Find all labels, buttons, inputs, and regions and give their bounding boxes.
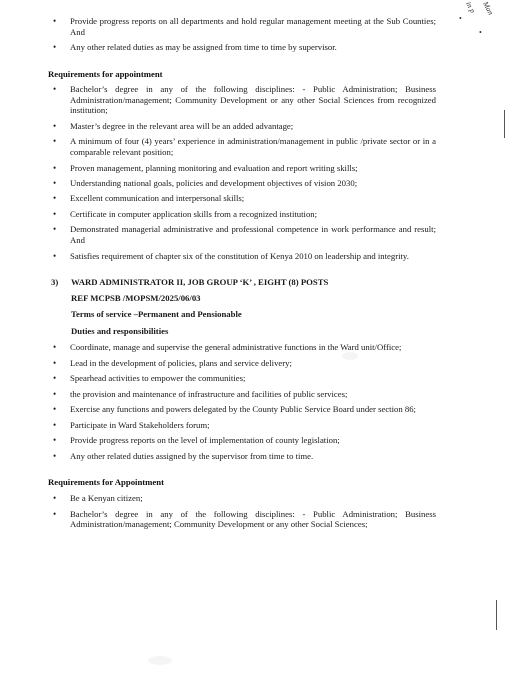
list-item: • the provision and maintenance of infrastructure and facilities of public services; [48, 389, 436, 400]
stamp-bullet-icon: • [459, 14, 462, 23]
edge-scan-mark [496, 600, 497, 630]
list-item: • Lead in the development of policies, plans and service delivery; [48, 358, 436, 369]
list-item: • Bachelor’s degree in any of the following disciplines: - Public Administration; Business Administration/management; Community Development or any other Social Sciences from recognized institution; [48, 84, 436, 116]
list-item: • Master’s degree in the relevant area will be an added advantage; [48, 121, 436, 132]
list-item: • Any other related duties assigned by the supervisor from time to time. [48, 451, 436, 462]
list-item: • Participate in Ward Stakeholders forum; [48, 420, 436, 431]
requirements-list [48, 493, 436, 530]
list-item: • Coordinate, manage and supervise the general administrative functions in the Ward unit/Office; [48, 342, 436, 353]
list-item: • Exercise any functions and powers delegated by the County Public Service Board under section 86; [48, 404, 436, 415]
page-edge-stamp [455, 0, 517, 46]
scan-smudge [148, 656, 172, 665]
list-item: • Any other related duties as may be assigned from time to time by supervisor. [48, 42, 436, 53]
job-reference: REF MCPSB /MOPSM/2025/06/03 [71, 292, 201, 303]
list-item: • Provide progress reports on all departments and hold regular management meeting at the Sub Counties; And [48, 16, 436, 37]
list-item: • Excellent communication and interpersonal skills; [48, 193, 436, 204]
list-item: • Certificate in computer application skills from a recognized institution; [48, 209, 436, 220]
stamp-text-1: in p [464, 0, 478, 15]
stamp-bullet-icon: • [479, 28, 482, 37]
job-title [48, 277, 436, 288]
list-item: • Be a Kenyan citizen; [48, 493, 436, 504]
list-item: • A minimum of four (4) years’ experience in administration/management in public /private sector or in a comparable relevant position; [48, 136, 436, 157]
document-body [48, 16, 436, 535]
duties-list [48, 342, 436, 461]
requirements-list [48, 84, 436, 261]
duties-heading: Duties and responsibilities [71, 325, 169, 336]
edge-scan-mark [504, 110, 505, 138]
terms-of-service: Terms of service –Permanent and Pensionable [71, 309, 242, 320]
list-item: • Provide progress reports on the level of implementation of county legislation; [48, 435, 436, 446]
list-item: • Understanding national goals, policies and development objectives of vision 2030; [48, 178, 436, 189]
job-title-text: WARD ADMINISTRATOR II, JOB GROUP ‘K’ , EIGHT (8) POSTS [71, 277, 329, 288]
list-item: • Bachelor’s degree in any of the following disciplines: - Public Administration; Business Administration/management; Community Development or any other Social Sciences; [48, 509, 436, 530]
list-item: • Satisfies requirement of chapter six of the constitution of Kenya 2010 on leadership and integrity. [48, 251, 436, 262]
job-number: 3) [51, 277, 59, 288]
duties-continuation-list [48, 16, 436, 53]
list-item: • Spearhead activities to empower the communities; [48, 373, 436, 384]
list-item: • Proven management, planning monitoring and evaluation and report writing skills; [48, 163, 436, 174]
section-heading: Requirements for Appointment [48, 477, 164, 488]
list-item: • Demonstrated managerial administrative and professional competence in work performance and result; And [48, 224, 436, 245]
stamp-text-2: Man [481, 0, 496, 17]
section-heading: Requirements for appointment [48, 68, 163, 79]
